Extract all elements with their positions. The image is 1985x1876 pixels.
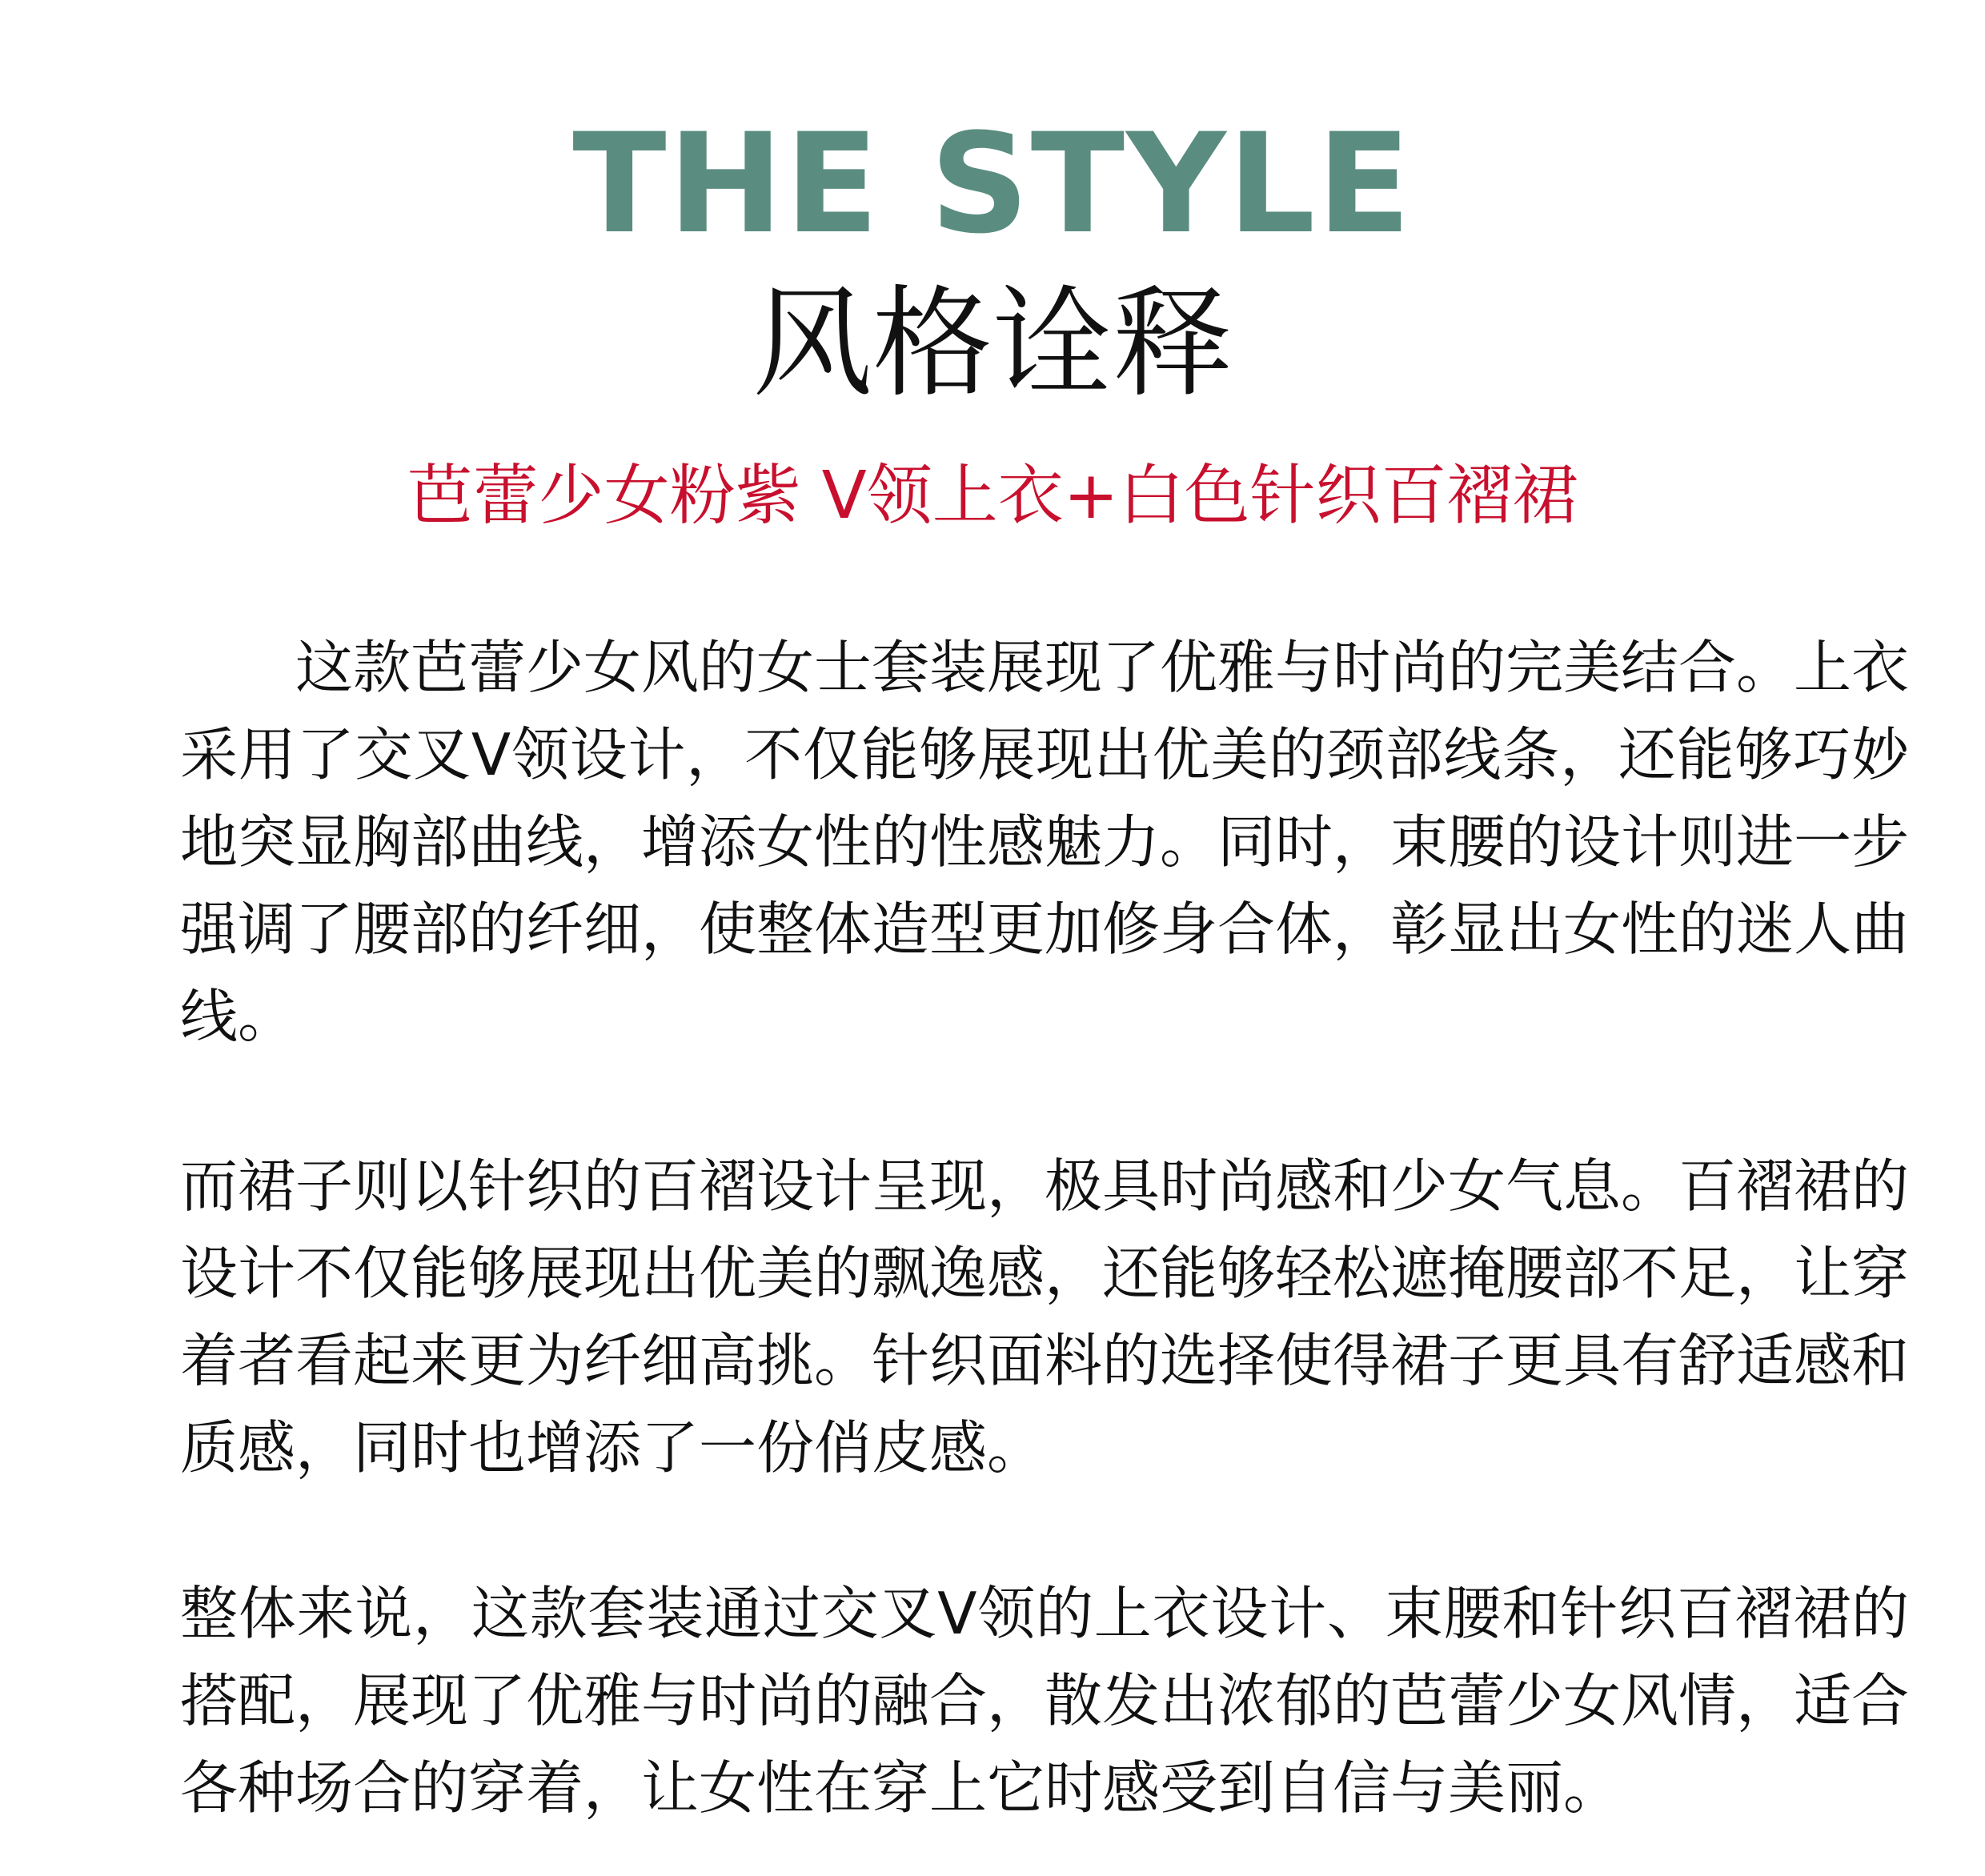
page-title: THE STYLE (572, 103, 1413, 264)
description-paragraph-top: 这款芭蕾少女风的女士套装展现了优雅与时尚的完美结合。上衣采用了交叉V领设计，不仅能够展现出优美的颈部线条，还能够巧妙地突显胸部曲线，增添女性的性感魅力。同时，束腰的设计则进一步强调了腰部的纤细，使整体造型更加修身合体，彰显出女性的迷人曲线。 (180, 634, 1910, 1050)
product-name: 芭蕾少女粉紫 V领上衣+白色针织百褶裙 (407, 458, 1578, 534)
description-paragraph-summary: 整体来说，这款套装通过交叉V领的上衣设计、束腰和针织百褶裙的搭配，展现了优雅与时尚的融合，散发出浓郁的芭蕾少女风情，适合各种场合的穿着，让女性在穿上它时感受到自信与美丽。 (180, 1580, 1910, 1822)
page-subtitle: 风格诠释 (752, 275, 1233, 414)
description-paragraph-skirt: 而裙子则以针织的百褶设计呈现，极具时尚感和少女气息。百褶裙的设计不仅能够展现出优美的飘逸感，还能够轻松遮掩腰部不足，让穿着者看起来更为纤细高挑。针织面料的选择使得裙子更具有舒适感和质感，同时也增添了一份俏皮感。 (180, 1152, 1910, 1481)
